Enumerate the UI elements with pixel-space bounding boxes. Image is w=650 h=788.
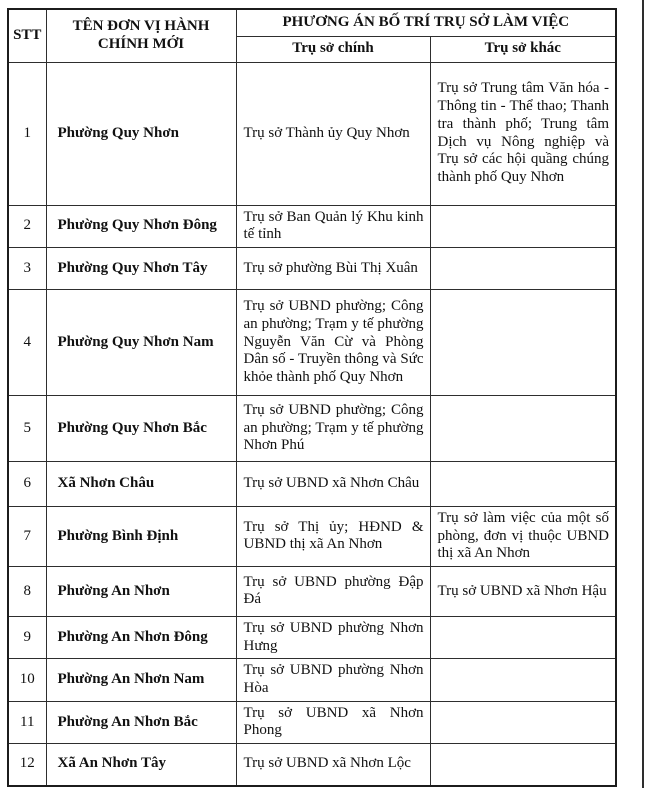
unit-name-cell: Phường Quy Nhơn Tây [46, 247, 236, 289]
unit-name-cell: Phường An Nhơn Nam [46, 659, 236, 701]
stt-cell: 3 [8, 247, 46, 289]
table-row [8, 566, 616, 616]
unit-name-cell: Phường An Nhơn Đông [46, 616, 236, 658]
column-header-unit-name: TÊN ĐƠN VỊ HÀNH CHÍNH MỚI [46, 9, 236, 62]
unit-name-cell: Xã An Nhơn Tây [46, 744, 236, 786]
table-row [8, 62, 616, 205]
column-header-main-office: Trụ sở chính [236, 36, 430, 62]
unit-name-cell: Phường Quy Nhơn Bắc [46, 395, 236, 461]
table-row [8, 205, 616, 247]
unit-name-cell: Phường Quy Nhơn Nam [46, 289, 236, 395]
other-office-cell: Trụ sở UBND xã Nhơn Hậu [430, 566, 616, 616]
table-row [8, 744, 616, 786]
table-row [8, 701, 616, 743]
stt-cell: 4 [8, 289, 46, 395]
table-body [8, 62, 616, 786]
unit-name-cell: Phường Quy Nhơn [46, 62, 236, 205]
stt-cell: 8 [8, 566, 46, 616]
stt-cell: 11 [8, 701, 46, 743]
main-office-cell: Trụ sở UBND phường Nhơn Hòa [236, 659, 430, 701]
table-row [8, 289, 616, 395]
other-office-cell: Trụ sở Trung tâm Văn hóa - Thông tin - Thể thao; Thanh tra thành phố; Trung tâm Dịch vụ Nông nghiệp và Trụ sở các hội quầng chúng thành phố Quy Nhơn [430, 62, 616, 205]
other-office-cell [430, 616, 616, 658]
main-office-cell: Trụ sở Thành ủy Quy Nhơn [236, 62, 430, 205]
stt-cell: 6 [8, 461, 46, 506]
table-row [8, 506, 616, 566]
main-office-cell: Trụ sở UBND phường; Công an phường; Trạm y tế phường Nguyễn Văn Cừ và Phòng Dân số - Truyền thông và Sức khỏe thành phố Quy Nhơn [236, 289, 430, 395]
stt-cell: 1 [8, 62, 46, 205]
page-edge-line [642, 0, 644, 788]
other-office-cell [430, 744, 616, 786]
unit-name-cell: Phường An Nhơn [46, 566, 236, 616]
main-office-cell: Trụ sở Thị ủy; HĐND & UBND thị xã An Nhơn [236, 506, 430, 566]
table-row [8, 659, 616, 701]
table-header [8, 9, 616, 62]
stt-cell: 7 [8, 506, 46, 566]
column-header-plan: PHƯƠNG ÁN BỐ TRÍ TRỤ SỞ LÀM VIỆC [236, 9, 616, 36]
unit-name-cell: Phường An Nhơn Bắc [46, 701, 236, 743]
table-row [8, 247, 616, 289]
other-office-cell [430, 701, 616, 743]
other-office-cell [430, 395, 616, 461]
unit-name-cell: Phường Quy Nhơn Đông [46, 205, 236, 247]
other-office-cell [430, 289, 616, 395]
main-office-cell: Trụ sở UBND xã Nhơn Phong [236, 701, 430, 743]
stt-cell: 12 [8, 744, 46, 786]
main-office-cell: Trụ sở UBND xã Nhơn Lộc [236, 744, 430, 786]
main-office-cell: Trụ sở phường Bùi Thị Xuân [236, 247, 430, 289]
main-office-cell: Trụ sở UBND phường; Công an phường; Trạm y tế phường Nhơn Phú [236, 395, 430, 461]
other-office-cell [430, 247, 616, 289]
main-office-cell: Trụ sở Ban Quản lý Khu kinh tế tỉnh [236, 205, 430, 247]
office-arrangement-table [7, 8, 617, 787]
other-office-cell: Trụ sở làm việc của một số phòng, đơn vị thuộc UBND thị xã An Nhơn [430, 506, 616, 566]
table-row [8, 395, 616, 461]
other-office-cell [430, 205, 616, 247]
unit-name-cell: Phường Bình Định [46, 506, 236, 566]
unit-name-cell: Xã Nhơn Châu [46, 461, 236, 506]
column-header-stt: STT [8, 9, 46, 62]
table-row [8, 616, 616, 658]
stt-cell: 10 [8, 659, 46, 701]
other-office-cell [430, 659, 616, 701]
other-office-cell [430, 461, 616, 506]
main-office-cell: Trụ sở UBND phường Đập Đá [236, 566, 430, 616]
table-row [8, 461, 616, 506]
stt-cell: 9 [8, 616, 46, 658]
main-office-cell: Trụ sở UBND phường Nhơn Hưng [236, 616, 430, 658]
stt-cell: 2 [8, 205, 46, 247]
stt-cell: 5 [8, 395, 46, 461]
column-header-other-office: Trụ sở khác [430, 36, 616, 62]
main-office-cell: Trụ sở UBND xã Nhơn Châu [236, 461, 430, 506]
